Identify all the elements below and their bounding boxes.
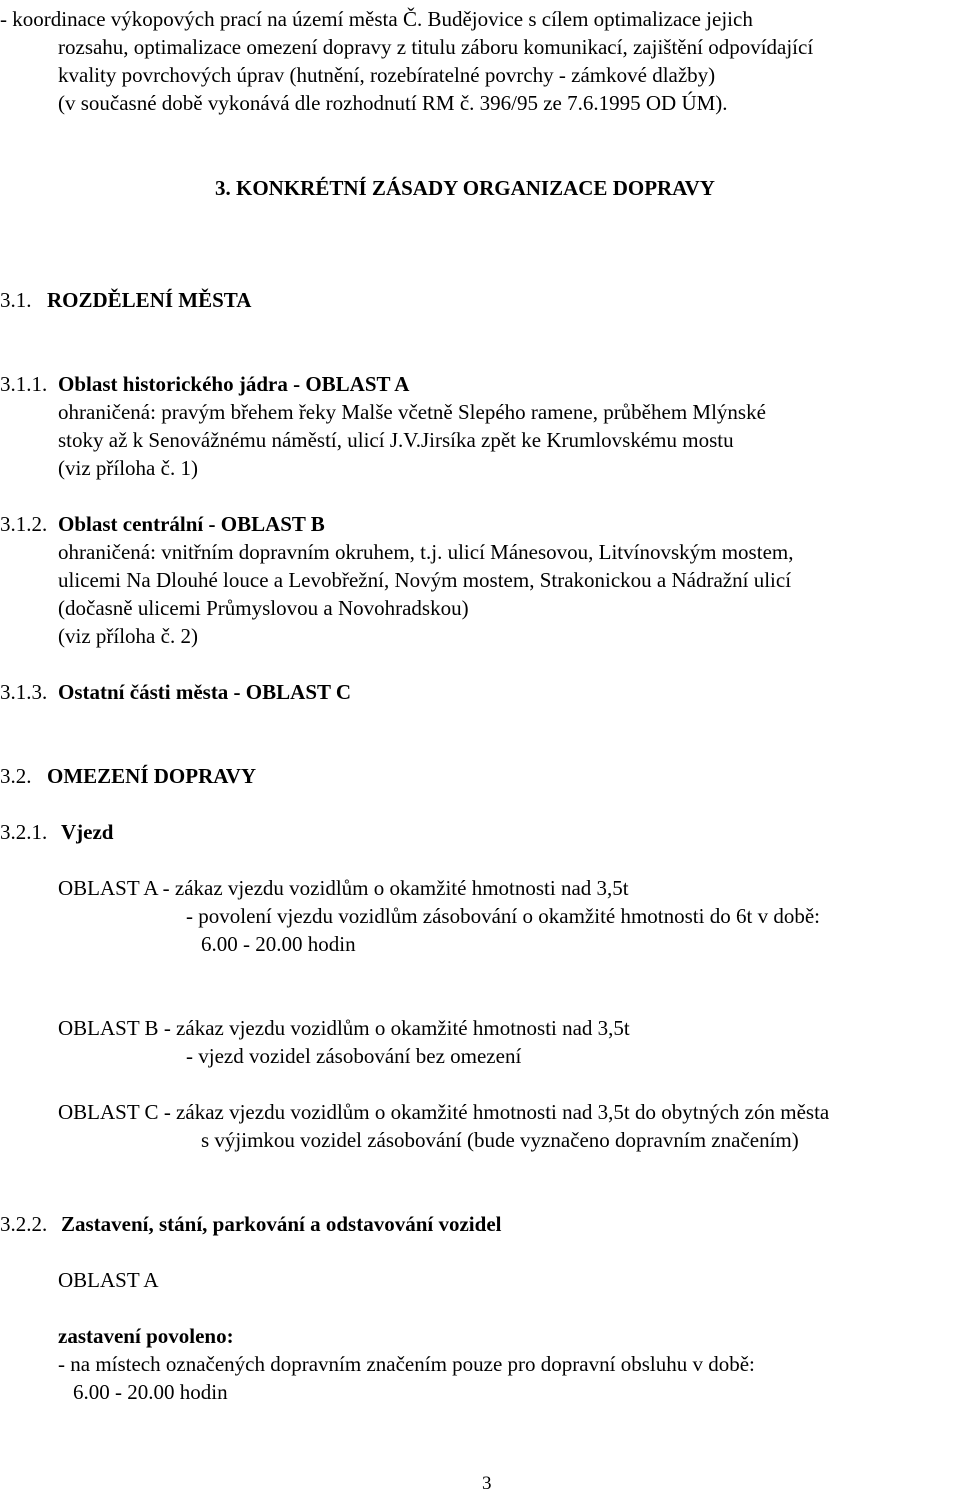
subsection-number: 3.1.2.: [0, 512, 48, 536]
area-label: OBLAST B: [58, 1016, 159, 1040]
area-a-entry-rule: [58, 874, 629, 902]
area-b-boundary-line: ulicemi Na Dlouhé louce a Levobřežní, Novým mostem, Strakonickou a Nádražní ulicí: [58, 568, 792, 592]
subsection-title: Zastavení, stání, parkování a odstavování vozidel: [61, 1212, 502, 1236]
area-b-supply-rule: - vjezd vozidel zásobování bez omezení: [186, 1044, 522, 1068]
parking-subheading: zastavení povoleno:: [58, 1324, 234, 1348]
subsection-title: Oblast historického jádra - OBLAST A: [58, 372, 410, 396]
section-title: ROZDĚLENÍ MĚSTA: [47, 288, 252, 312]
subsection-number: 3.2.2.: [0, 1212, 48, 1236]
subsection-number: 3.1.1.: [0, 372, 48, 396]
rule-text: - zákaz vjezdu vozidlům o okamžité hmotnosti nad 3,5t do obytných zón města: [158, 1100, 830, 1124]
rule-text: - zákaz vjezdu vozidlům o okamžité hmotnosti nad 3,5t: [157, 876, 629, 900]
subsection-title: Oblast centrální - OBLAST B: [58, 512, 325, 536]
subsection-title: Vjezd: [61, 820, 114, 844]
section-number: 3.1.: [0, 288, 32, 312]
area-label: OBLAST A: [58, 876, 158, 900]
area-c-exception: s výjimkou vozidel zásobování (bude vyznačeno dopravním značením): [201, 1128, 799, 1152]
area-a-boundary-line: stoky až k Senovážnému náměstí, ulicí J.V.Jirsíka zpět ke Krumlovskému mostu: [58, 428, 734, 452]
parking-hours: 6.00 - 20.00 hodin: [73, 1380, 228, 1404]
area-a-attachment-ref: (viz příloha č. 1): [58, 456, 198, 480]
area-a-supply-hours: 6.00 - 20.00 hodin: [201, 932, 356, 956]
subsection-number: 3.2.1.: [0, 820, 48, 844]
parking-rule: - na místech označených dopravním značením pouze pro dopravní obsluhu v době:: [58, 1352, 755, 1376]
chapter-3-heading: 3. KONKRÉTNÍ ZÁSADY ORGANIZACE DOPRAVY: [215, 176, 715, 200]
area-b-entry-rule: [58, 1014, 630, 1042]
rule-text: - zákaz vjezdu vozidlům o okamžité hmotnosti nad 3,5t: [158, 1016, 630, 1040]
area-b-boundary-line: (dočasně ulicemi Průmyslovou a Novohradskou): [58, 596, 469, 620]
intro-line-4: (v současné době vykonává dle rozhodnutí RM č. 396/95 ze 7.6.1995 OD ÚM).: [58, 91, 728, 115]
intro-line-2: rozsahu, optimalizace omezení dopravy z titulu záboru komunikací, zajištění odpovídající: [58, 35, 814, 59]
area-a-supply-rule: - povolení vjezdu vozidlům zásobování o okamžité hmotnosti do 6t v době:: [186, 904, 820, 928]
area-c-entry-rule: [58, 1098, 829, 1126]
page-number: 3: [482, 1473, 492, 1494]
area-b-boundary-line: ohraničená: vnitřním dopravním okruhem, t.j. ulicí Mánesovou, Litvínovským mostem,: [58, 540, 794, 564]
area-label: OBLAST C: [58, 1100, 159, 1124]
section-title: OMEZENÍ DOPRAVY: [47, 764, 257, 788]
intro-line-3: kvality povrchových úprav (hutnění, rozebíratelné povrchy - zámkové dlažby): [58, 63, 716, 87]
parking-area-label: OBLAST A: [58, 1268, 159, 1292]
section-number: 3.2.: [0, 764, 32, 788]
subsection-number: 3.1.3.: [0, 680, 48, 704]
subsection-title: Ostatní části města - OBLAST C: [58, 680, 352, 704]
area-b-attachment-ref: (viz příloha č. 2): [58, 624, 198, 648]
intro-line-1: - koordinace výkopových prací na území města Č. Budějovice s cílem optimalizace jejich: [0, 7, 753, 31]
area-a-boundary-line: ohraničená: pravým břehem řeky Malše včetně Slepého ramene, průběhem Mlýnské: [58, 400, 766, 424]
